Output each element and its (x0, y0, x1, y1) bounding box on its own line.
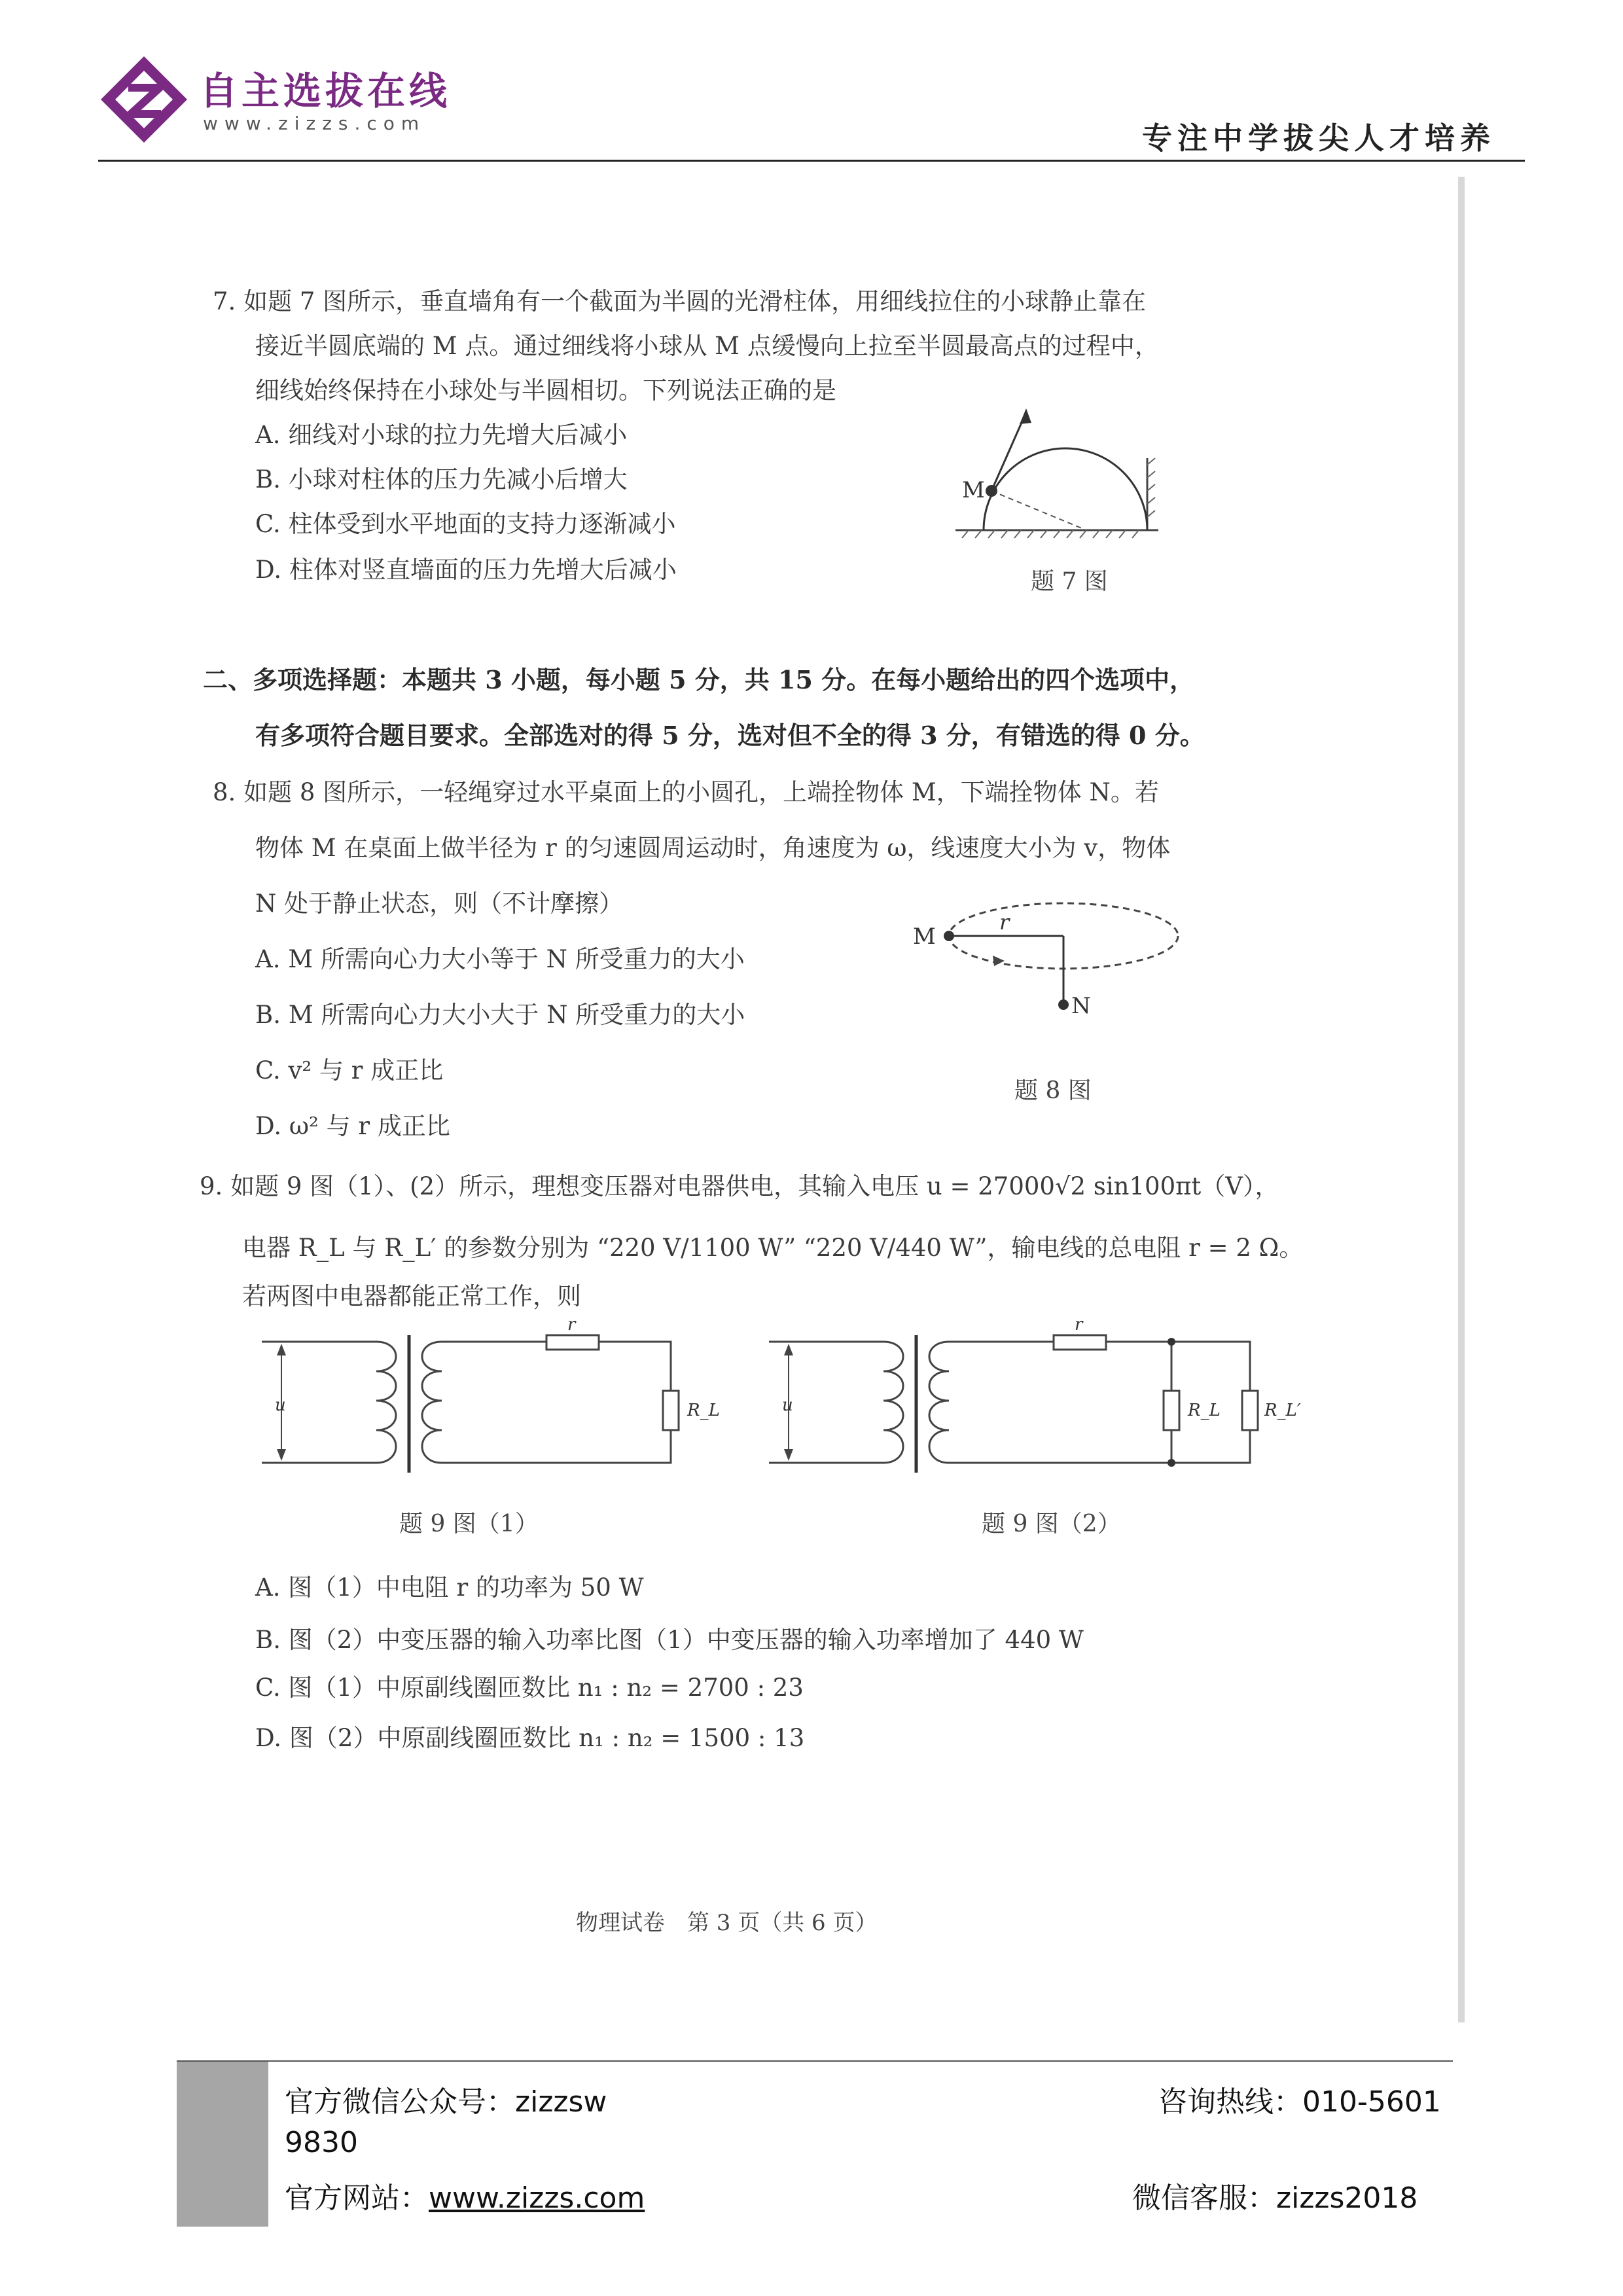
q9-fig2-label-u: u (782, 1395, 793, 1415)
logo-text: 自主选拔在线 (200, 69, 452, 113)
footer-service: 微信客服：zizzs2018 (1132, 2181, 1418, 2215)
q8-line-2: 物体 M 在桌面上做半径为 r 的匀速圆周运动时，角速度为 ω，线速度大小为 v，物体 (255, 834, 1171, 862)
q9-fig1-label-u: u (275, 1395, 286, 1415)
q8-option-b: B. M 所需向心力大小大于 N 所受重力的大小 (255, 1001, 745, 1029)
q9-fig1-label-r: r (567, 1319, 576, 1335)
q9-fig1-label-rl: R_L (687, 1401, 720, 1420)
q9-option-a: A. 图（1）中电阻 r 的功率为 50 W (255, 1573, 644, 1602)
q8-option-d: D. ω² 与 r 成正比 (255, 1112, 450, 1140)
q9-option-c: C. 图（1）中原副线圈匝数比 n₁ : n₂ = 2700 : 23 (255, 1674, 804, 1702)
footer-divider (177, 2060, 1453, 2062)
q8-option-a: A. M 所需向心力大小等于 N 所受重力的大小 (255, 945, 745, 973)
q8-line-1: 8. 如题 8 图所示，一轻绳穿过水平桌面上的小圆孔，上端拴物体 M，下端拴物体 N。若 (213, 778, 1159, 806)
footer-hotline: 咨询热线：010-5601 (1158, 2085, 1441, 2119)
q9-fig2-label-rl2: R_L′ (1264, 1401, 1301, 1420)
q9-option-b: B. 图（2）中变压器的输入功率比图（1）中变压器的输入功率增加了 440 W (255, 1626, 1084, 1654)
q9-fig1-caption: 题 9 图（1） (399, 1511, 539, 1537)
q7-option-d: D. 柱体对竖直墙面的压力先增大后减小 (255, 556, 677, 584)
section-2-line-2: 有多项符合题目要求。全部选对的得 5 分，选对但不全的得 3 分，有错选的得 0 分。 (255, 721, 1205, 750)
page-number: 物理试卷 第 3 页（共 6 页） (576, 1910, 878, 1936)
q7-line-3: 细线始终保持在小球处与半圆相切。下列说法正确的是 (255, 376, 836, 404)
q8-figure (906, 893, 1181, 1024)
scan-edge (1458, 177, 1465, 2022)
logo-url: www.zizzs.com (203, 113, 426, 134)
q8-fig-label-n: N (1071, 993, 1091, 1019)
logo-icon (98, 54, 190, 145)
footer-wechat-line-2: 9830 (285, 2126, 358, 2159)
q9-line-1: 9. 如题 9 图（1）、(2）所示，理想变压器对电器供电，其输入电压 u = 27000√2 sin100πt（V）， (200, 1172, 1279, 1200)
q7-line-1: 7. 如题 7 图所示，垂直墙角有一个截面为半圆的光滑柱体，用细线拉住的小球静止靠在 (213, 287, 1147, 315)
footer-wechat-line-1: 官方微信公众号：zizzsw (285, 2085, 607, 2119)
header-divider (98, 160, 1525, 162)
q9-fig2-label-r: r (1075, 1319, 1083, 1335)
q8-option-c: C. v² 与 r 成正比 (255, 1056, 444, 1085)
q9-option-d: D. 图（2）中原副线圈匝数比 n₁ : n₂ = 1500 : 13 (255, 1724, 805, 1752)
header-slogan: 专注中学拔尖人才培养 (1142, 120, 1495, 156)
q8-line-3: N 处于静止状态，则（不计摩擦） (255, 889, 624, 918)
q7-line-2: 接近半圆底端的 M 点。通过细线将小球从 M 点缓慢向上拉至半圆最高点的过程中， (255, 332, 1159, 360)
q7-fig-label-m: M (962, 477, 985, 503)
q7-caption: 题 7 图 (1031, 568, 1108, 595)
footer-gray-block (177, 2062, 268, 2227)
q8-caption: 题 8 图 (1014, 1077, 1092, 1104)
q9-line-2: 电器 R_L 与 R_L′ 的参数分别为 “220 V/1100 W” “220 V/440 W”，输电线的总电阻 r = 2 Ω。 (242, 1234, 1304, 1262)
q9-figure-1 (252, 1319, 723, 1479)
q7-option-b: B. 小球对柱体的压力先减小后增大 (255, 465, 628, 493)
q9-line-3: 若两图中电器都能正常工作，则 (242, 1282, 581, 1310)
q8-fig-label-r: r (999, 910, 1010, 935)
footer-website-link[interactable]: www.zizzs.com (429, 2181, 645, 2215)
q9-fig2-label-rl: R_L (1188, 1401, 1221, 1420)
q7-figure (942, 399, 1178, 547)
q7-option-c: C. 柱体受到水平地面的支持力逐渐减小 (255, 510, 676, 538)
footer-website-label: 官方网站： (285, 2181, 429, 2215)
q8-fig-label-m: M (913, 924, 936, 950)
q7-option-a: A. 细线对小球的拉力先增大后减小 (255, 421, 628, 449)
q9-fig2-caption: 题 9 图（2） (982, 1511, 1121, 1537)
q9-figure-2 (759, 1319, 1302, 1479)
section-2-line-1: 二、多项选择题：本题共 3 小题，每小题 5 分，共 15 分。在每小题给出的四个选项中， (203, 665, 1195, 694)
footer-website (285, 2174, 645, 2216)
